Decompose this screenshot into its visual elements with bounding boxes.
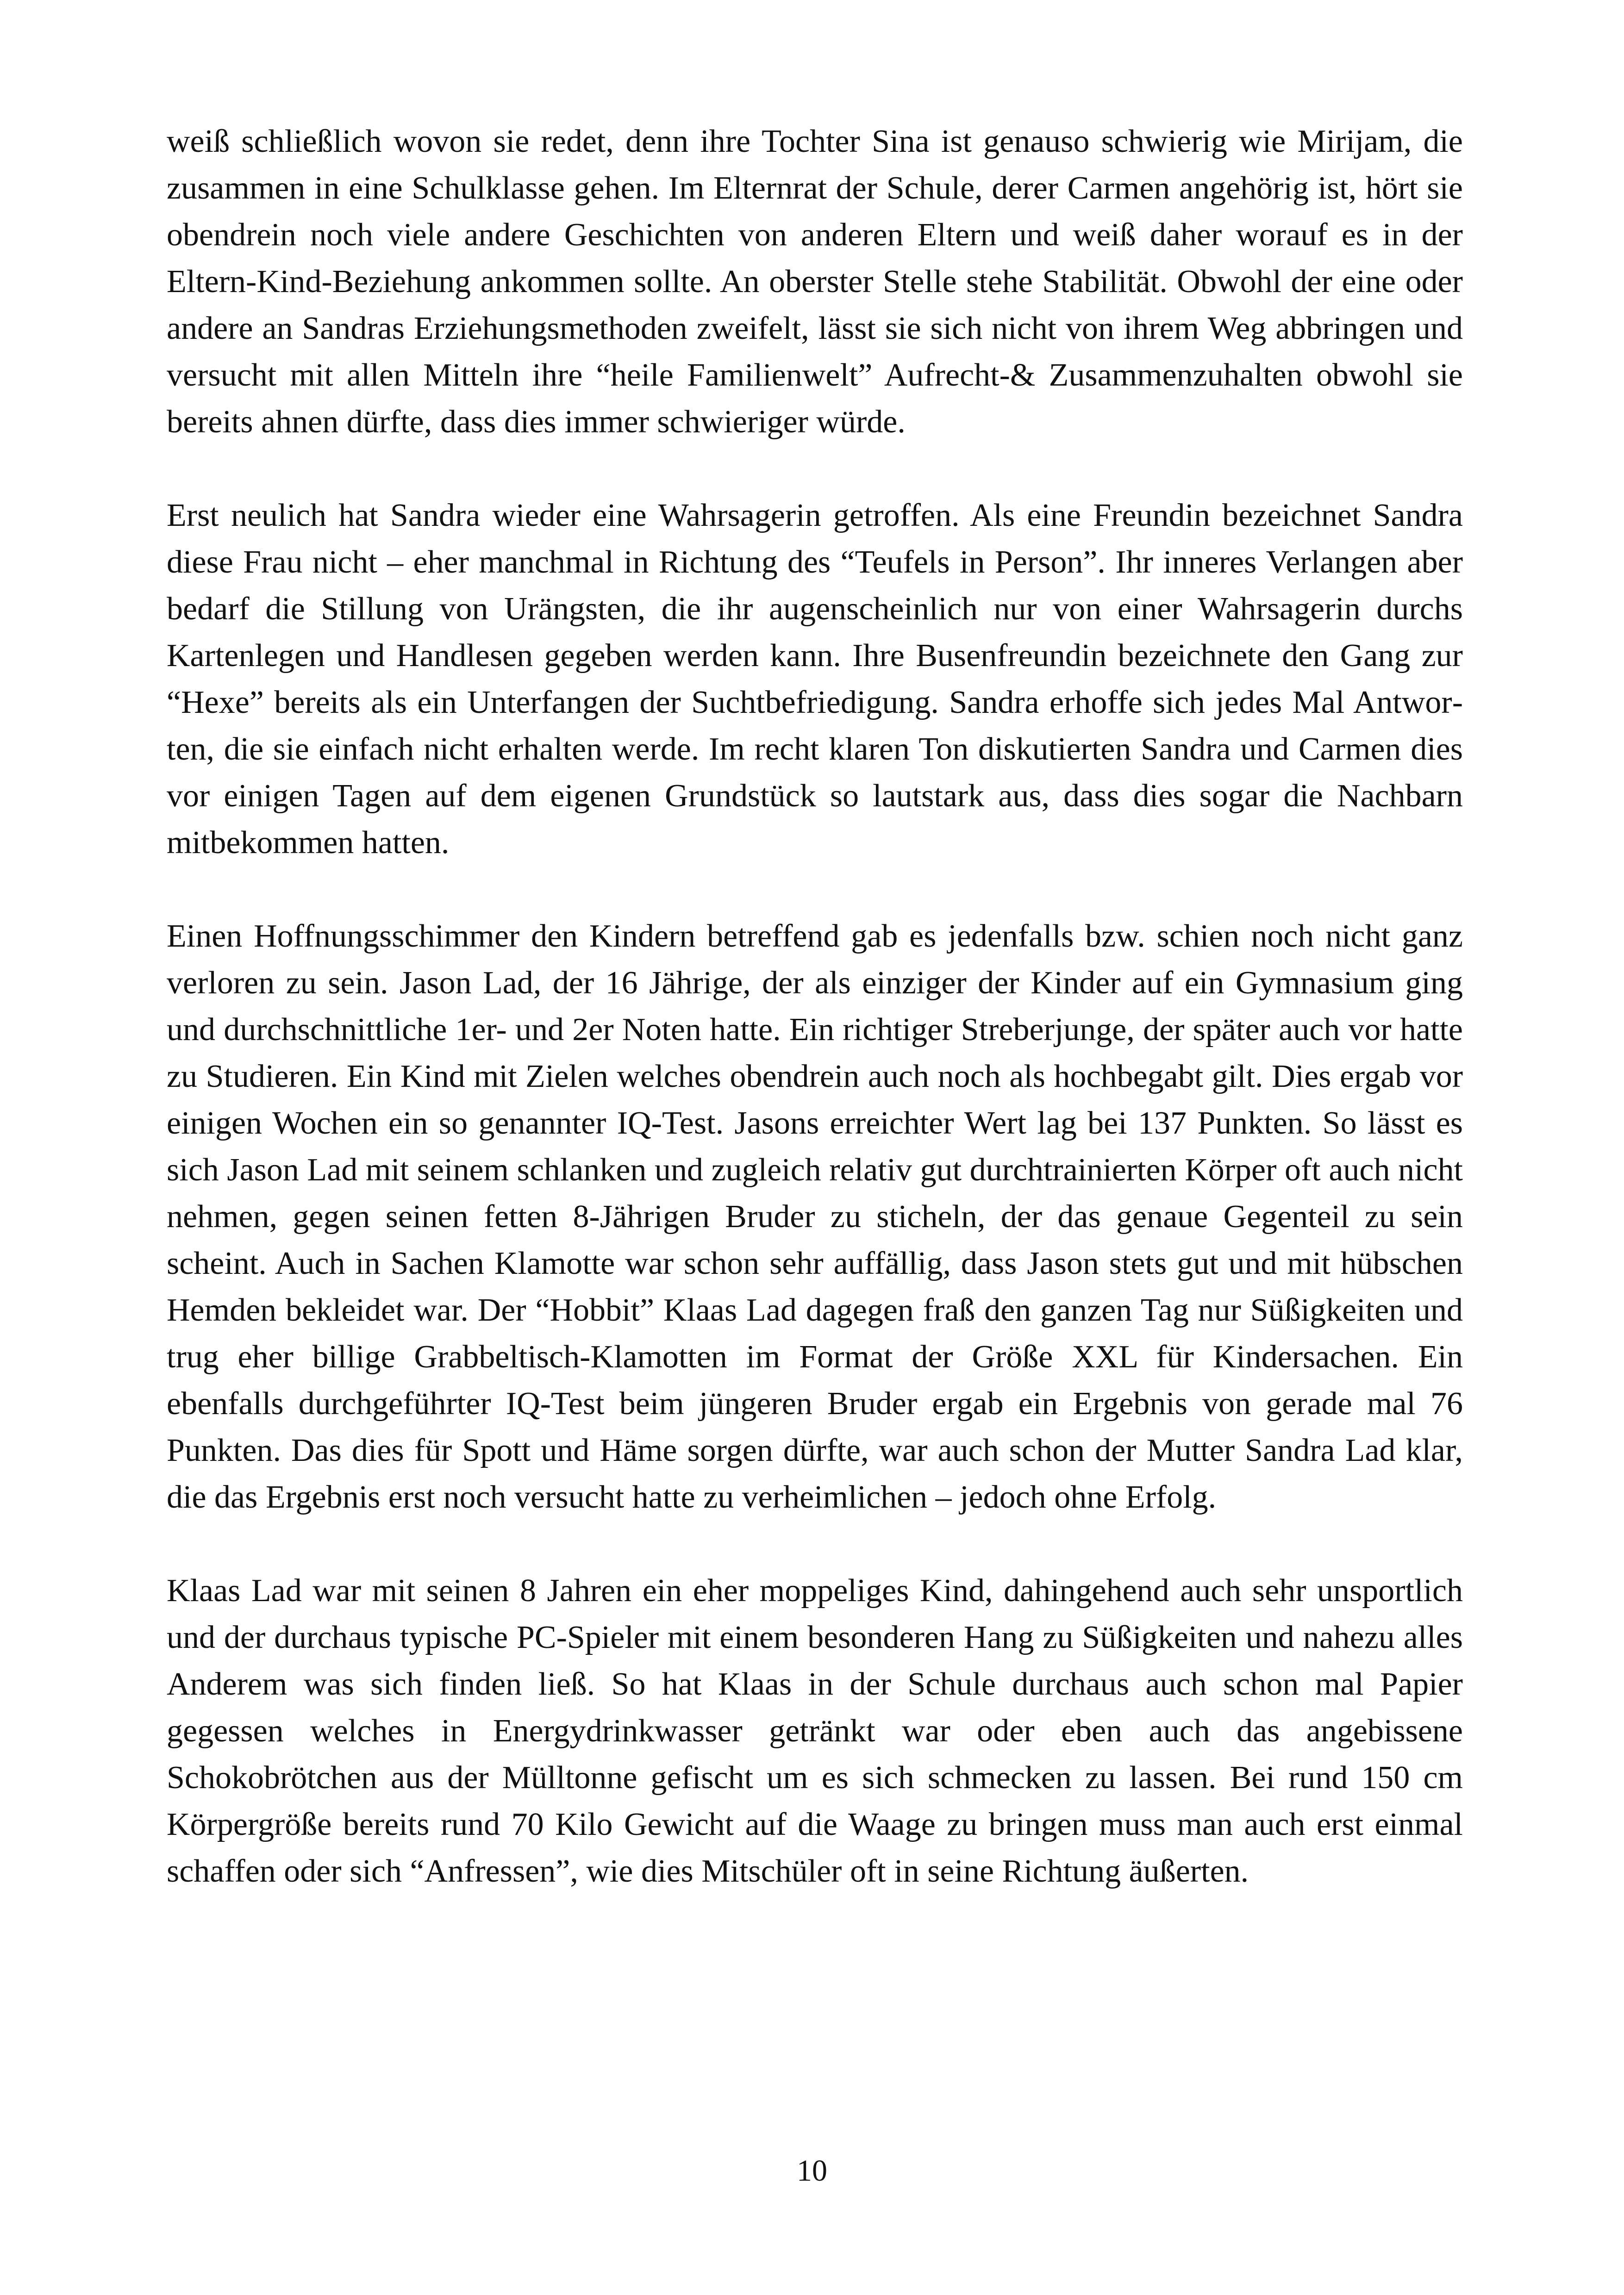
paragraph-4: Klaas Lad war mit seinen 8 Jahren ein eher moppeliges Kind, dahingehend auch sehr unsportlich und der durchaus typische PC-Spieler mit einem besonderen Hang zu Süßigkeiten und nahezu alles Anderem was sich finden ließ. So hat Klaas in der Schule durchaus auch schon mal Papier gegessen welches in Energydrinkwasser getränkt war oder eben auch das angebissene Schokobrötchen aus der Mülltonne gefischt um es sich schmecken zu lassen. Bei rund 150 cm Körpergröße bereits rund 70 Kilo Gewicht auf die Waage zu bringen muss man auch erst einmal schaffen oder sich “Anfressen”, wie dies Mitschüler oft in seine Richtung äußerten. (167, 1573, 1463, 1889)
paragraph-3: Einen Hoffnungsschimmer den Kindern betreffend gab es jedenfalls bzw. schien noch nicht ganz verloren zu sein. Jason Lad, der 16 Jährige, der als einziger der Kinder auf ein Gymnasium ging und durchschnittliche 1er- und 2er Noten hatte. Ein richtiger Streberjunge, der später auch vor hatte zu Studieren. Ein Kind mit Zielen welches obendrein auch noch als hochbegabt gilt. Dies ergab vor einigen Wochen ein so genannter IQ-Test. Jasons erreichter Wert lag bei 137 Punkten. So lässt es sich Jason Lad mit seinem schlanken und zugleich relativ gut durchtrainierten Körper oft auch nicht nehmen, gegen seinen fetten 8-Jährigen Bruder zu sticheln, der das genaue Gegenteil zu sein scheint. Auch in Sachen Klamotte war schon sehr auffällig, dass Jason stets gut und mit hübschen Hemden bekleidet war. Der “Hobbit” Klaas Lad dagegen fraß den ganzen Tag nur Süßigkeiten und trug eher billige Grabbeltisch-Klamotten im Format der Größe XXL für Kindersachen. Ein ebenfalls durchgeführter IQ-Test beim jüngeren Bruder ergab ein Ergebnis von gerade mal 76 Punkten. Das dies für Spott und Häme sorgen dürfte, war auch schon der Mutter Sandra Lad klar, die das Ergebnis erst noch versucht hatte zu verheimlichen – jedoch ohne Erfolg. (167, 918, 1463, 1515)
page-number: 10 (797, 2154, 827, 2188)
body-text (167, 118, 1463, 1895)
paragraph-1: weiß schließlich wovon sie redet, denn ihre Tochter Sina ist genauso schwierig wie Mirijam, die zusammen in eine Schulklasse gehen. Im Elternrat der Schule, derer Carmen angehörig ist, hört sie obendrein noch viele andere Geschichten von anderen Eltern und weiß daher worauf es in der Eltern-Kind-Beziehung ankommen sollte. An oberster Stelle stehe Stabilität. Obwohl der eine oder andere an Sandras Erziehungsmethoden zweifelt, lässt sie sich nicht von ihrem Weg abbringen und versucht mit allen Mitteln ihre “heile Familienwelt” Aufrecht-& Zusammenzuhalten obwohl sie bereits ahnen dürfte, dass dies immer schwieriger würde. (167, 124, 1463, 440)
paragraph-2: Erst neulich hat Sandra wieder eine Wahrsagerin getroffen. Als eine Freundin bezeichnet Sandra diese Frau nicht – eher manchmal in Richtung des “Teufels in Person”. Ihr inneres Verlangen aber bedarf die Stillung von Urängsten, die ihr augenscheinlich nur von einer Wahrsagerin durchs Kartenlegen und Handlesen gegeben werden kann. Ihre Busenfreundin bezeichnete den Gang zur “Hexe” bereits als ein Unterfangen der Suchtbefriedigung. Sandra erhoffe sich jedes Mal Antworten, die sie einfach nicht erhalten werde. Im recht klaren Ton diskutierten Sandra und Carmen dies vor einigen Tagen auf dem eigenen Grundstück so lautstark aus, dass dies sogar die Nachbarn mitbekommen hatten. (167, 498, 1463, 861)
